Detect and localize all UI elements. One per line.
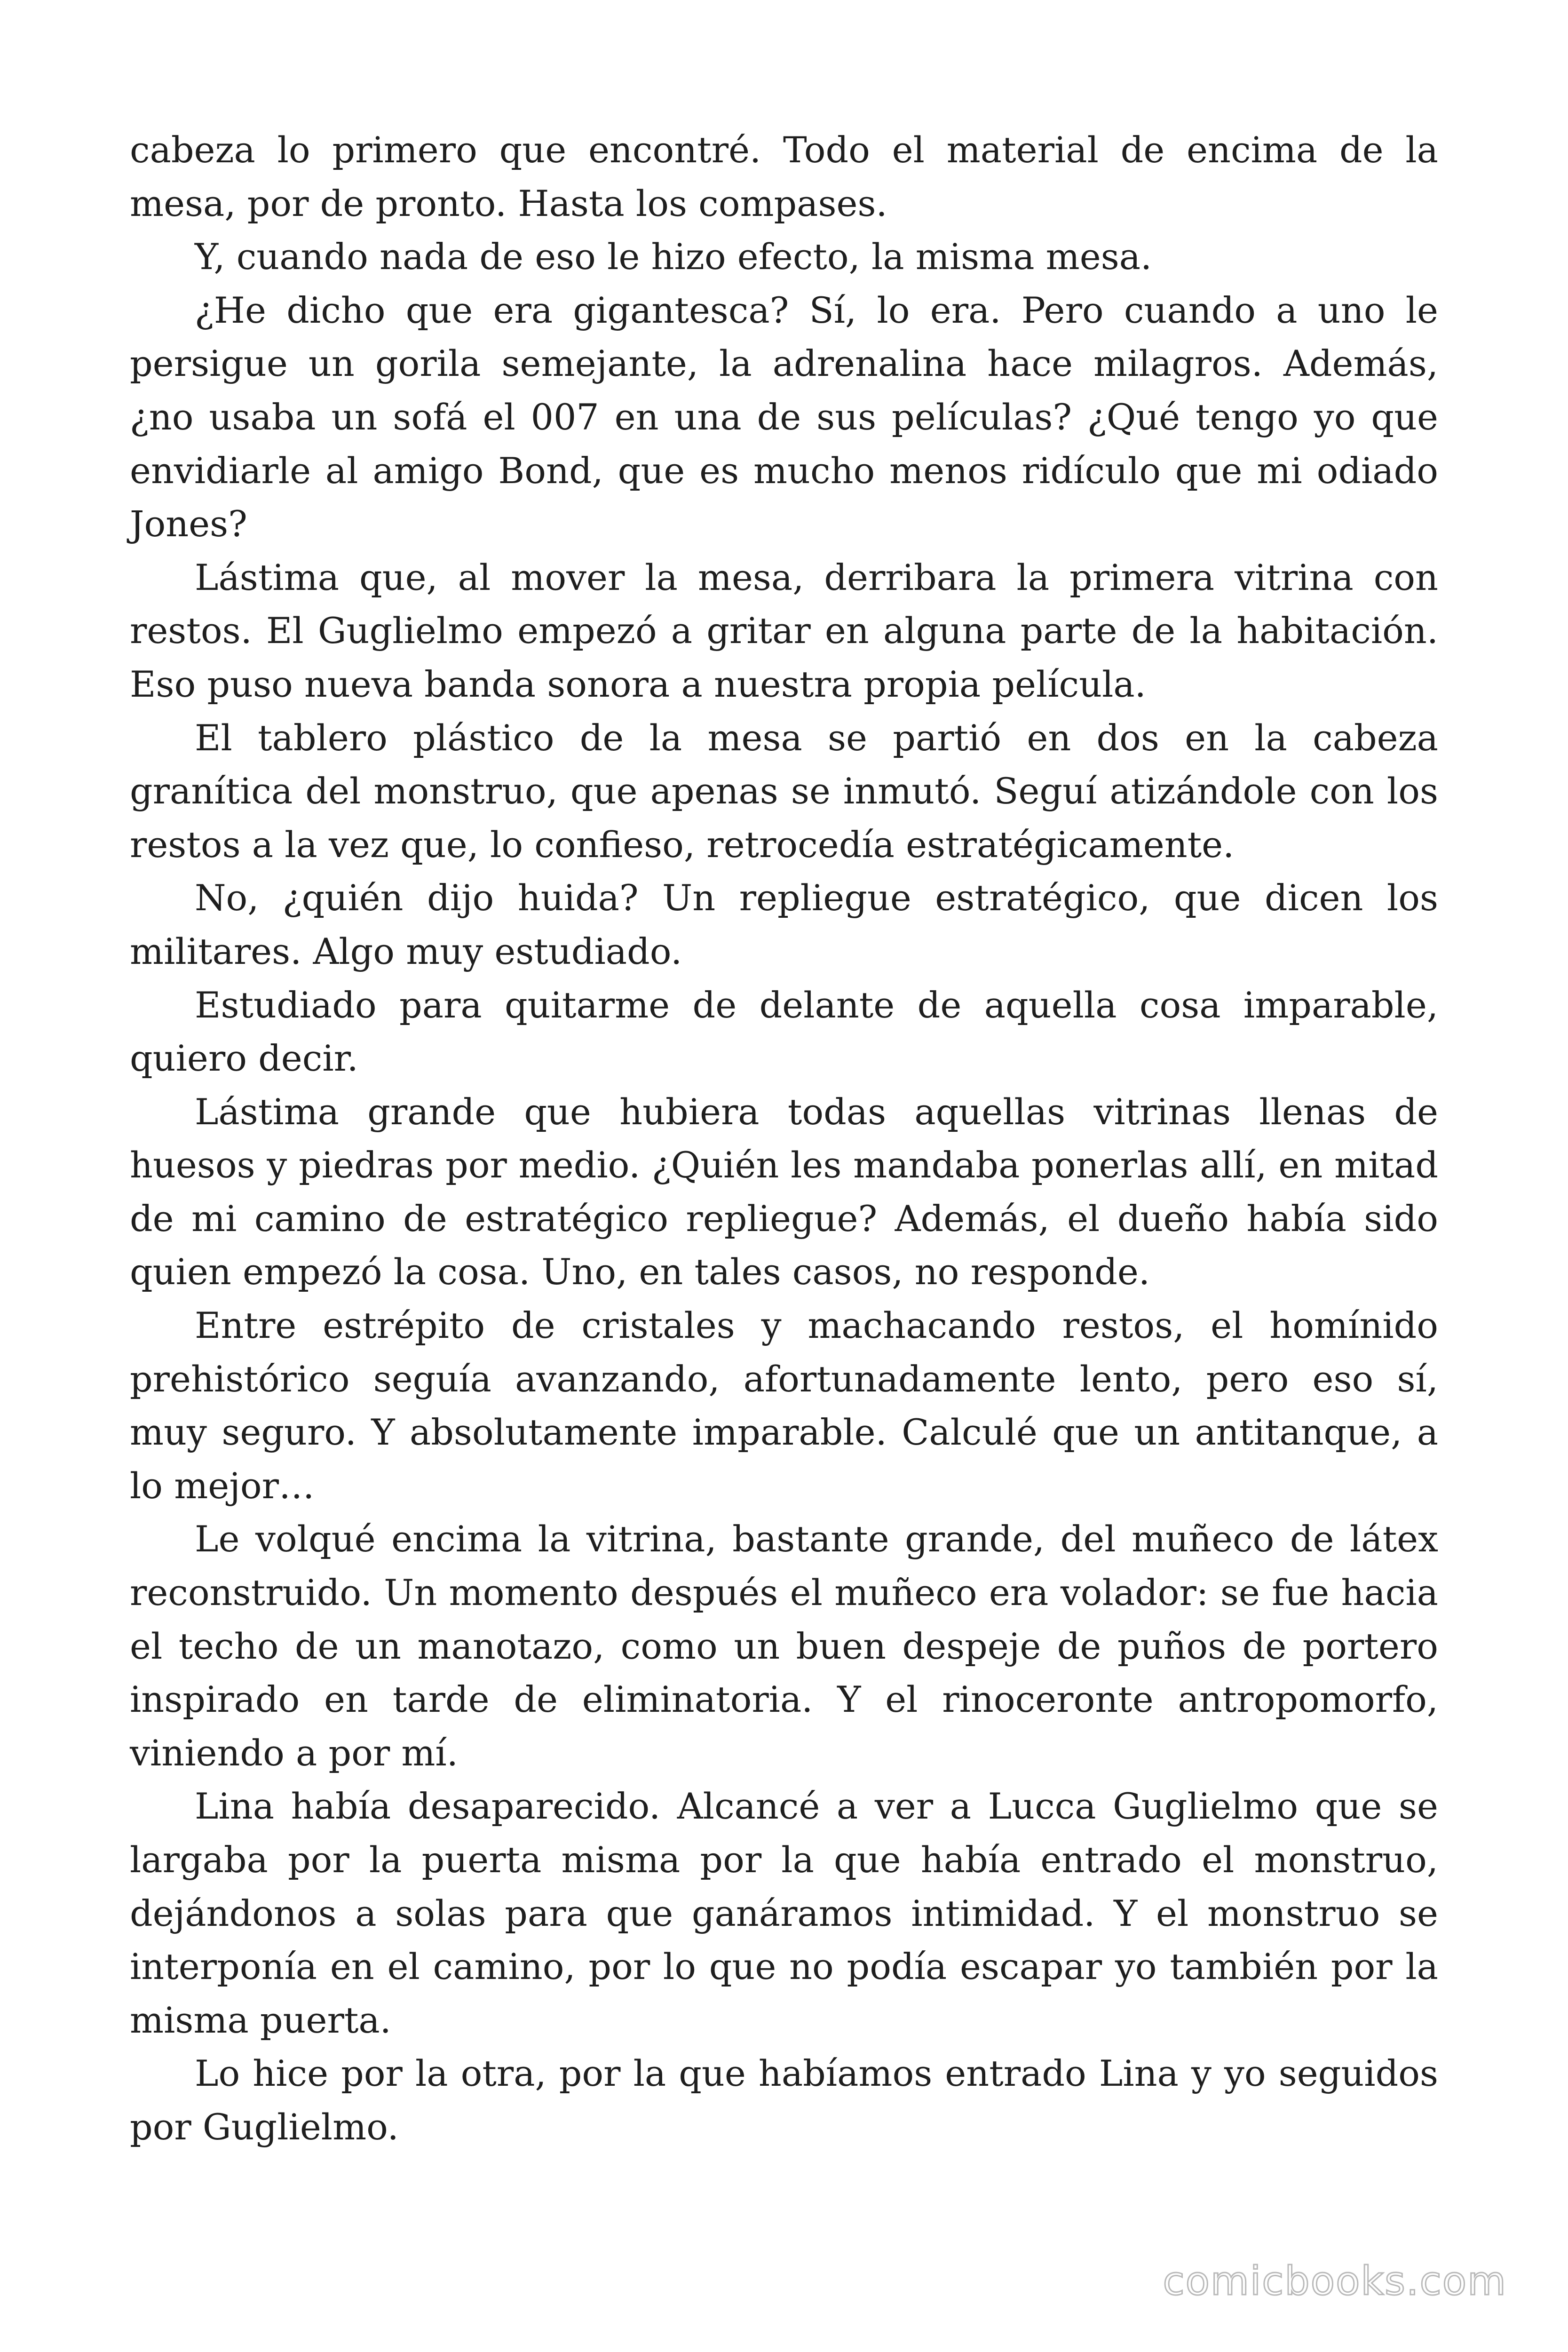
book-page-text: [130, 123, 1438, 2154]
paragraph-2: Y, cuando nada de eso le hizo efecto, la misma mesa.: [195, 236, 1152, 278]
paragraph-3: ¿He dicho que era gigantesca? Sí, lo era. Pero cuando a uno le persigue un gorila semejante, la adrenalina hace milagros. Además, ¿no usaba un sofá el 007 en una de sus películas? ¿Qué tengo yo que envidiarle al amigo Bond, que es mucho menos ridículo que mi odiado Jones?: [130, 289, 1438, 545]
paragraph-1: cabeza lo primero que encontré. Todo el material de encima de la mesa, por de pronto. Hasta los compases.: [130, 129, 1438, 224]
paragraph-5: El tablero plástico de la mesa se partió en dos en la cabeza granítica del monstruo, que apenas se inmutó. Seguí atizándole con los restos a la vez que, lo confieso, retrocedía estratégicamente.: [130, 716, 1438, 866]
watermark: comicbooks.com: [1163, 2258, 1507, 2304]
paragraph-4: Lástima que, al mover la mesa, derribara la primera vitrina con restos. El Guglielmo empezó a gritar en alguna parte de la habitación. Eso puso nueva banda sonora a nuestra propia película.: [130, 556, 1438, 705]
paragraph-10: Le volqué encima la vitrina, bastante grande, del muñeco de látex reconstruido. Un momento después el muñeco era volador: se fue hacia el techo de un manotazo, como un buen despeje de puños de portero inspirado en tarde de eliminatoria. Y el rinoceronte antropomorfo, viniendo a por mí.: [130, 1518, 1438, 1774]
paragraph-7: Estudiado para quitarme de delante de aquella cosa imparable, quiero decir.: [130, 984, 1438, 1080]
paragraph-12: Lo hice por la otra, por la que habíamos entrado Lina y yo seguidos por Guglielmo.: [130, 2052, 1438, 2148]
paragraph-11: Lina había desaparecido. Alcancé a ver a Lucca Guglielmo que se largaba por la puerta misma por la que había entrado el monstruo, dejándonos a solas para que ganáramos intimidad. Y el monstruo se interponía en el camino, por lo que no podía escapar yo también por la misma puerta.: [130, 1785, 1438, 2041]
paragraph-8: Lástima grande que hubiera todas aquellas vitrinas llenas de huesos y piedras por medio. ¿Quién les mandaba ponerlas allí, en mitad de mi camino de estratégico repliegue? Además, el dueño había sido quien empezó la cosa. Uno, en tales casos, no responde.: [130, 1090, 1438, 1293]
paragraph-6: No, ¿quién dijo huida? Un repliegue estratégico, que dicen los militares. Algo muy estudiado.: [130, 877, 1438, 972]
paragraph-9: Entre estrépito de cristales y machacando restos, el homínido prehistórico seguía avanzando, afortunadamente lento, pero eso sí, muy seguro. Y absolutamente imparable. Calculé que un antitanque, a lo mejor…: [130, 1304, 1438, 1507]
